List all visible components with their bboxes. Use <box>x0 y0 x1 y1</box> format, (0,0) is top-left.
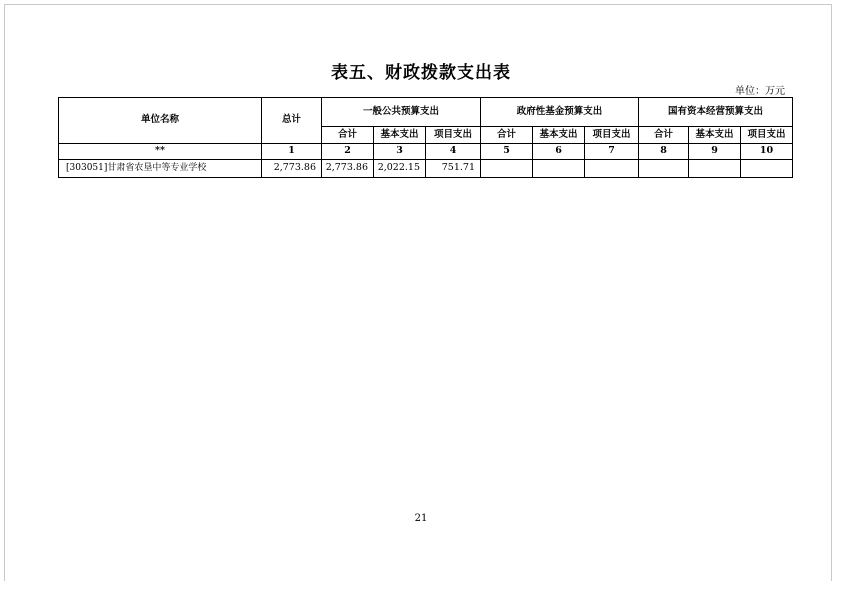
colnum-2: 2 <box>322 144 374 160</box>
colnum-7: 7 <box>585 144 639 160</box>
colnum-8: 8 <box>639 144 689 160</box>
row-gf-project <box>585 160 639 178</box>
table-row <box>59 160 793 178</box>
colnum-0: ** <box>59 144 262 160</box>
row-gf-basic <box>533 160 585 178</box>
header-state-capital-budget: 国有资本经营预算支出 <box>639 98 793 127</box>
subheader-gp-basic: 基本支出 <box>374 127 426 144</box>
page-number: 21 <box>414 513 428 524</box>
colnum-1: 1 <box>262 144 322 160</box>
row-sc-basic <box>689 160 741 178</box>
colnum-9: 9 <box>689 144 741 160</box>
budget-table-container <box>58 97 785 178</box>
colnum-6: 6 <box>533 144 585 160</box>
colnum-10: 10 <box>741 144 793 160</box>
subheader-sc-basic: 基本支出 <box>689 127 741 144</box>
row-sc-total <box>639 160 689 178</box>
column-number-row <box>59 144 793 160</box>
row-total: 2,773.86 <box>262 160 322 178</box>
page-title: 表五、财政拨款支出表 <box>331 63 511 83</box>
row-gp-basic: 2,022.15 <box>374 160 426 178</box>
colnum-5: 5 <box>481 144 533 160</box>
row-gp-project: 751.71 <box>426 160 481 178</box>
subheader-gf-total: 合计 <box>481 127 533 144</box>
subheader-gf-basic: 基本支出 <box>533 127 585 144</box>
row-sc-project <box>741 160 793 178</box>
header-general-public-budget: 一般公共预算支出 <box>322 98 481 127</box>
subheader-sc-project: 项目支出 <box>741 127 793 144</box>
subheader-sc-total: 合计 <box>639 127 689 144</box>
row-unit-name: [303051]甘肃省农垦中等专业学校 <box>59 160 262 178</box>
header-unit-name: 单位名称 <box>59 98 262 144</box>
financial-appropriation-expenditure-table <box>58 97 793 178</box>
row-gp-total: 2,773.86 <box>322 160 374 178</box>
colnum-3: 3 <box>374 144 426 160</box>
colnum-4: 4 <box>426 144 481 160</box>
row-gf-total <box>481 160 533 178</box>
unit-note: 单位：万元 <box>735 86 785 97</box>
page-border <box>4 4 832 581</box>
header-total: 总计 <box>262 98 322 144</box>
subheader-gp-project: 项目支出 <box>426 127 481 144</box>
subheader-gp-total: 合计 <box>322 127 374 144</box>
subheader-gf-project: 项目支出 <box>585 127 639 144</box>
header-government-fund-budget: 政府性基金预算支出 <box>481 98 639 127</box>
